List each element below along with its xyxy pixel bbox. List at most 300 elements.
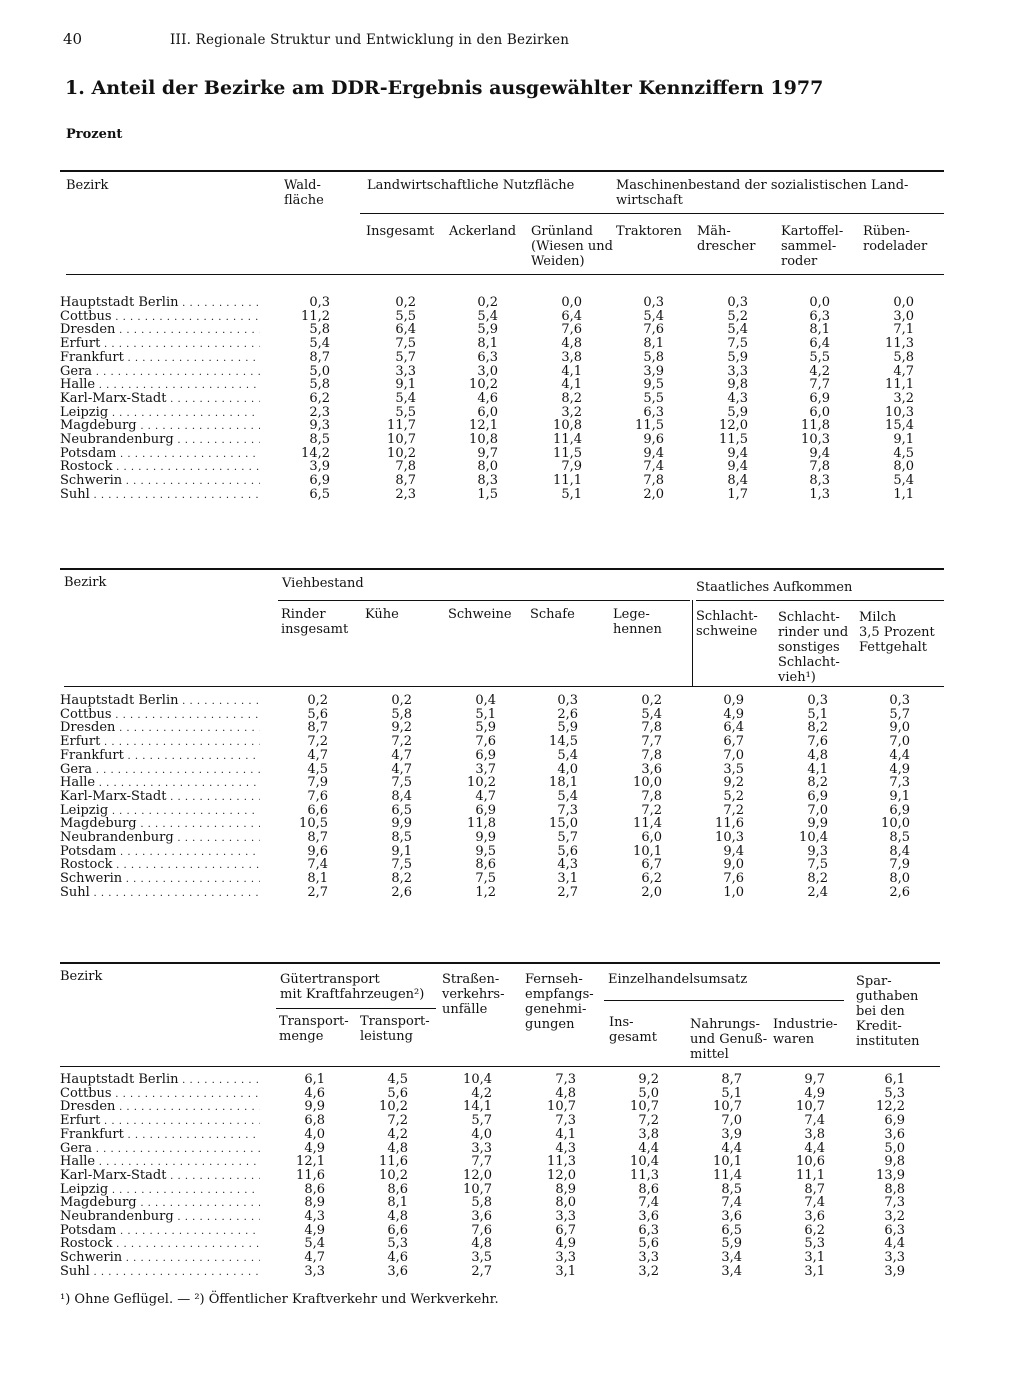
- value-cell: 8,1: [809, 322, 830, 338]
- value-cell: 10,2: [467, 775, 496, 791]
- value-cell: 8,9: [555, 1181, 576, 1197]
- bezirk-name: Magdeburg . . .: [60, 817, 260, 832]
- value-cell: 8,0: [889, 871, 910, 887]
- value-cell: 2,0: [643, 486, 664, 502]
- header-transportleistung: Transport- leistung: [360, 1014, 430, 1044]
- value-cell: 0,2: [307, 693, 328, 708]
- bezirk-name: Gera . . .: [60, 763, 260, 778]
- value-cell: 8,5: [721, 1181, 742, 1197]
- value-cell: 14,1: [463, 1099, 492, 1115]
- table-row: [60, 296, 940, 310]
- value-cell: 5,1: [475, 706, 496, 722]
- value-cell: 3,9: [721, 1126, 742, 1142]
- value-cell: 10,3: [715, 830, 744, 845]
- value-cell: 6,4: [395, 322, 416, 338]
- table-row: [60, 735, 940, 749]
- value-cell: 4,8: [387, 1209, 408, 1224]
- stub-header: Bezirk: [64, 575, 107, 590]
- header-waldflaeche: Wald- fläche: [284, 178, 324, 208]
- value-cell: 7,5: [807, 857, 828, 873]
- value-cell: 2,6: [557, 706, 578, 722]
- value-cell: 10,7: [547, 1099, 576, 1115]
- header-bottom-rule: [60, 1066, 940, 1067]
- value-cell: 18,1: [549, 775, 578, 791]
- value-cell: 8,6: [387, 1181, 408, 1197]
- value-cell: 3,4: [721, 1250, 742, 1266]
- value-cell: 0,3: [309, 295, 330, 310]
- header-sparguthaben: Spar- guthaben bei den Kredit- instituten: [856, 974, 920, 1049]
- value-cell: 4,2: [471, 1085, 492, 1101]
- value-cell: 4,3: [555, 1140, 576, 1156]
- value-cell: 7,9: [307, 775, 328, 791]
- value-cell: 8,7: [721, 1072, 742, 1087]
- value-cell: 10,5: [299, 816, 328, 832]
- table-row: [60, 886, 940, 900]
- value-cell: 3,4: [721, 1263, 742, 1279]
- value-cell: 7,7: [641, 734, 662, 750]
- value-cell: 7,7: [471, 1154, 492, 1170]
- value-cell: 5,9: [557, 720, 578, 736]
- value-cell: 6,1: [884, 1072, 905, 1087]
- table-row: [60, 790, 940, 804]
- value-cell: 6,9: [475, 747, 496, 763]
- value-cell: 5,4: [395, 390, 416, 406]
- value-cell: 5,8: [391, 706, 412, 722]
- header-schweine: Schweine: [448, 607, 512, 622]
- value-cell: 9,4: [643, 445, 664, 461]
- table-row: [60, 1100, 940, 1114]
- value-cell: 6,7: [641, 857, 662, 873]
- value-cell: 11,4: [553, 432, 582, 447]
- bezirk-name: Karl-Marx-Stadt . . .: [60, 1169, 260, 1184]
- value-cell: 4,6: [477, 390, 498, 406]
- value-cell: 10,3: [885, 404, 914, 420]
- value-cell: 8,2: [391, 871, 412, 887]
- value-cell: 10,7: [713, 1099, 742, 1115]
- value-cell: 9,1: [395, 377, 416, 393]
- value-cell: 4,4: [721, 1140, 742, 1156]
- value-cell: 10,4: [799, 830, 828, 845]
- value-cell: 0,3: [889, 693, 910, 708]
- value-cell: 7,2: [641, 802, 662, 818]
- value-cell: 8,0: [477, 459, 498, 475]
- header-bottom-rule: [66, 274, 944, 275]
- value-cell: 1,0: [723, 884, 744, 900]
- value-cell: 7,8: [641, 747, 662, 763]
- value-cell: 5,9: [727, 349, 748, 365]
- value-cell: 0,3: [727, 295, 748, 310]
- value-cell: 9,9: [304, 1099, 325, 1115]
- header-schafe: Schafe: [530, 607, 575, 622]
- stub-header: Bezirk: [60, 969, 103, 984]
- header-fernsehempfang: Fernseh- empfangs- genehmi- gungen: [525, 972, 594, 1032]
- value-cell: 5,6: [307, 706, 328, 722]
- header-milch: Milch 3,5 Prozent Fettgehalt: [859, 610, 935, 655]
- value-cell: 8,6: [304, 1181, 325, 1197]
- value-cell: 11,6: [379, 1154, 408, 1170]
- value-cell: 3,8: [561, 349, 582, 365]
- value-cell: 5,4: [557, 747, 578, 763]
- value-cell: 7,6: [807, 734, 828, 750]
- table-row: [60, 474, 940, 488]
- bezirk-name: Schwerin . . .: [60, 1251, 260, 1266]
- value-cell: 0,0: [809, 295, 830, 310]
- value-cell: 7,4: [638, 1195, 659, 1211]
- value-cell: 9,2: [391, 720, 412, 736]
- table-row: [60, 460, 940, 474]
- value-cell: 9,9: [807, 816, 828, 832]
- value-cell: 7,5: [727, 336, 748, 352]
- bezirk-name: Karl-Marx-Stadt . . .: [60, 790, 260, 805]
- bezirk-name: Frankfurt . . .: [60, 749, 260, 764]
- value-cell: 5,6: [557, 843, 578, 859]
- value-cell: 9,4: [809, 445, 830, 461]
- value-cell: 10,7: [463, 1181, 492, 1197]
- value-cell: 2,3: [395, 486, 416, 502]
- value-cell: 3,5: [471, 1250, 492, 1266]
- value-cell: 11,8: [467, 816, 496, 832]
- bezirk-name: Erfurt . . .: [60, 337, 260, 352]
- value-cell: 10,1: [713, 1154, 742, 1170]
- table-row: [60, 337, 940, 351]
- table-row: [60, 1142, 940, 1156]
- bezirk-name: Frankfurt . . .: [60, 351, 260, 366]
- table-row: [60, 447, 940, 461]
- value-cell: 7,3: [557, 802, 578, 818]
- bezirk-name: Suhl . . .: [60, 1265, 260, 1280]
- table-row: [60, 708, 940, 722]
- value-cell: 10,8: [469, 432, 498, 447]
- value-cell: 9,6: [307, 843, 328, 859]
- value-cell: 8,2: [561, 390, 582, 406]
- value-cell: 8,3: [477, 473, 498, 489]
- value-cell: 4,4: [638, 1140, 659, 1156]
- value-cell: 11,2: [301, 308, 330, 324]
- value-cell: 7,4: [804, 1113, 825, 1129]
- table-1: [60, 170, 940, 510]
- value-cell: 11,4: [633, 816, 662, 832]
- value-cell: 1,2: [475, 884, 496, 900]
- group-rule: [278, 600, 690, 601]
- value-cell: 5,2: [727, 308, 748, 324]
- bezirk-name: Suhl . . .: [60, 488, 260, 503]
- table-row: [60, 1237, 940, 1251]
- value-cell: 4,9: [723, 706, 744, 722]
- value-cell: 3,1: [804, 1263, 825, 1279]
- table-row: [60, 858, 940, 872]
- header-maehdrescher: Mäh- drescher: [697, 224, 756, 254]
- table-row: [60, 1128, 940, 1142]
- value-cell: 4,8: [555, 1085, 576, 1101]
- value-cell: 11,5: [719, 432, 748, 447]
- value-cell: 2,0: [641, 884, 662, 900]
- value-cell: 5,8: [309, 377, 330, 393]
- value-cell: 5,1: [561, 486, 582, 502]
- value-cell: 3,6: [638, 1209, 659, 1224]
- value-cell: 8,1: [477, 336, 498, 352]
- value-cell: 0,2: [395, 295, 416, 310]
- value-cell: 7,3: [889, 775, 910, 791]
- value-cell: 9,3: [309, 418, 330, 434]
- value-cell: 9,9: [475, 830, 496, 845]
- table-row: [60, 392, 940, 406]
- value-cell: 6,3: [643, 404, 664, 420]
- value-cell: 5,5: [643, 390, 664, 406]
- value-cell: 5,4: [641, 706, 662, 722]
- value-cell: 0,2: [641, 693, 662, 708]
- value-cell: 7,3: [555, 1113, 576, 1129]
- header-gruenland: Grünland (Wiesen und Weiden): [531, 224, 613, 269]
- value-cell: 3,3: [395, 363, 416, 379]
- header-kuehe: Kühe: [365, 607, 399, 622]
- bezirk-name: Potsdam . . .: [60, 1224, 260, 1239]
- value-cell: 9,5: [475, 843, 496, 859]
- value-cell: 8,9: [304, 1195, 325, 1211]
- value-cell: 10,7: [387, 432, 416, 447]
- value-cell: 4,0: [557, 761, 578, 777]
- table-row: [60, 365, 940, 379]
- bezirk-name: Halle . . .: [60, 776, 260, 791]
- value-cell: 4,9: [889, 761, 910, 777]
- group-divider: [692, 600, 693, 686]
- value-cell: 1,5: [477, 486, 498, 502]
- header-traktoren: Traktoren: [616, 224, 682, 239]
- value-cell: 9,0: [889, 720, 910, 736]
- header-maschinenbestand: Maschinenbestand der sozialistischen Land- wirtschaft: [616, 178, 909, 208]
- value-cell: 6,6: [307, 802, 328, 818]
- value-cell: 7,4: [804, 1195, 825, 1211]
- table-row: [60, 351, 940, 365]
- value-cell: 4,4: [889, 747, 910, 763]
- value-cell: 3,6: [641, 761, 662, 777]
- bezirk-name: Halle . . .: [60, 378, 260, 393]
- table-top-rule: [60, 568, 944, 570]
- value-cell: 3,2: [638, 1263, 659, 1279]
- table-row: [60, 406, 940, 420]
- value-cell: 8,0: [555, 1195, 576, 1211]
- value-cell: 9,4: [727, 459, 748, 475]
- value-cell: 10,0: [633, 775, 662, 791]
- value-cell: 13,9: [876, 1167, 905, 1183]
- bezirk-name: Neubrandenburg . . .: [60, 1210, 260, 1225]
- value-cell: 8,3: [809, 473, 830, 489]
- value-cell: 0,0: [893, 295, 914, 310]
- value-cell: 5,3: [884, 1085, 905, 1101]
- table-row: [60, 749, 940, 763]
- value-cell: 5,7: [395, 349, 416, 365]
- value-cell: 5,7: [557, 830, 578, 845]
- value-cell: 6,4: [561, 308, 582, 324]
- value-cell: 6,4: [723, 720, 744, 736]
- table-row: [60, 419, 940, 433]
- value-cell: 7,3: [555, 1072, 576, 1087]
- header-transportmenge: Transport- menge: [279, 1014, 349, 1044]
- bezirk-name: Neubrandenburg . . .: [60, 831, 260, 846]
- value-cell: 3,8: [638, 1126, 659, 1142]
- value-cell: 3,6: [471, 1209, 492, 1224]
- value-cell: 2,6: [889, 884, 910, 900]
- value-cell: 14,5: [549, 734, 578, 750]
- value-cell: 4,1: [561, 363, 582, 379]
- bezirk-name: Leipzig . . .: [60, 804, 260, 819]
- value-cell: 10,2: [379, 1167, 408, 1183]
- table-row: [60, 1155, 940, 1169]
- value-cell: 5,1: [807, 706, 828, 722]
- value-cell: 6,7: [555, 1222, 576, 1238]
- bezirk-name: Erfurt . . .: [60, 735, 260, 750]
- value-cell: 5,8: [309, 322, 330, 338]
- value-cell: 7,2: [638, 1113, 659, 1129]
- value-cell: 4,5: [387, 1072, 408, 1087]
- bezirk-name: Neubrandenburg . . .: [60, 433, 260, 448]
- value-cell: 8,8: [884, 1181, 905, 1197]
- value-cell: 4,9: [804, 1085, 825, 1101]
- value-cell: 6,2: [309, 390, 330, 406]
- value-cell: 0,3: [557, 693, 578, 708]
- header-ackerland: Ackerland: [449, 224, 517, 239]
- bezirk-name: Magdeburg . . .: [60, 419, 260, 434]
- value-cell: 6,9: [809, 390, 830, 406]
- value-cell: 0,3: [643, 295, 664, 310]
- value-cell: 7,6: [643, 322, 664, 338]
- header-schlachtschweine: Schlacht- schweine: [696, 609, 758, 639]
- value-cell: 10,2: [379, 1099, 408, 1115]
- bezirk-name: Cottbus . . .: [60, 310, 260, 325]
- header-einzelhandelsumsatz: Einzelhandelsumsatz: [608, 972, 748, 987]
- table-row: [60, 1114, 940, 1128]
- bezirk-name: Rostock . . .: [60, 460, 260, 475]
- header-nutzflaeche: Landwirtschaftliche Nutzfläche: [367, 178, 575, 193]
- value-cell: 7,6: [475, 734, 496, 750]
- bezirk-name: Rostock . . .: [60, 1237, 260, 1252]
- value-cell: 8,4: [391, 788, 412, 804]
- value-cell: 8,1: [643, 336, 664, 352]
- value-cell: 0,4: [475, 693, 496, 708]
- value-cell: 6,2: [804, 1222, 825, 1238]
- value-cell: 3,0: [477, 363, 498, 379]
- value-cell: 7,6: [307, 788, 328, 804]
- header-strassenverkehrsunfaelle: Straßen- verkehrs- unfälle: [442, 972, 505, 1017]
- value-cell: 12,0: [719, 418, 748, 434]
- value-cell: 3,1: [804, 1250, 825, 1266]
- bezirk-name: Hauptstadt Berlin . . .: [60, 694, 260, 709]
- value-cell: 8,0: [893, 459, 914, 475]
- value-cell: 1,7: [727, 486, 748, 502]
- value-cell: 5,8: [893, 349, 914, 365]
- value-cell: 5,0: [309, 363, 330, 379]
- header-bottom-rule: [64, 686, 944, 687]
- value-cell: 4,0: [304, 1126, 325, 1142]
- table-row: [60, 1251, 940, 1265]
- value-cell: 5,5: [395, 404, 416, 420]
- value-cell: 6,9: [309, 473, 330, 489]
- value-cell: 7,3: [884, 1195, 905, 1211]
- value-cell: 7,5: [395, 336, 416, 352]
- value-cell: 4,3: [304, 1209, 325, 1224]
- header-industriewaren: Industrie- waren: [773, 1017, 838, 1047]
- value-cell: 10,0: [881, 816, 910, 832]
- value-cell: 3,2: [884, 1209, 905, 1224]
- value-cell: 11,3: [547, 1154, 576, 1170]
- value-cell: 7,8: [395, 459, 416, 475]
- value-cell: 8,4: [727, 473, 748, 489]
- value-cell: 5,5: [809, 349, 830, 365]
- value-cell: 6,9: [889, 802, 910, 818]
- value-cell: 7,8: [641, 720, 662, 736]
- bezirk-name: Gera . . .: [60, 365, 260, 380]
- bezirk-name: Karl-Marx-Stadt . . .: [60, 392, 260, 407]
- table-row: [60, 763, 940, 777]
- stub-header: Bezirk: [66, 178, 109, 193]
- header-schlachtrinder: Schlacht- rinder und sonstiges Schlacht- vieh¹): [778, 610, 849, 685]
- value-cell: 11,7: [387, 418, 416, 434]
- bezirk-name: Dresden . . .: [60, 721, 260, 736]
- table-2: [60, 568, 940, 908]
- value-cell: 3,0: [893, 308, 914, 324]
- value-cell: 3,6: [721, 1209, 742, 1224]
- table-row: [60, 845, 940, 859]
- value-cell: 6,1: [304, 1072, 325, 1087]
- value-cell: 4,8: [387, 1140, 408, 1156]
- value-cell: 5,4: [727, 322, 748, 338]
- value-cell: 7,6: [561, 322, 582, 338]
- value-cell: 7,5: [391, 775, 412, 791]
- value-cell: 4,8: [561, 336, 582, 352]
- value-cell: 7,2: [391, 734, 412, 750]
- table-row: [60, 488, 940, 502]
- value-cell: 8,5: [889, 830, 910, 845]
- header-viehbestand: Viehbestand: [282, 576, 364, 591]
- value-cell: 10,3: [801, 432, 830, 447]
- value-cell: 9,8: [884, 1154, 905, 1170]
- header-rinder: Rinder insgesamt: [281, 607, 349, 637]
- bezirk-name: Magdeburg . . .: [60, 1196, 260, 1211]
- value-cell: 9,9: [391, 816, 412, 832]
- value-cell: 12,2: [876, 1099, 905, 1115]
- value-cell: 3,2: [561, 404, 582, 420]
- value-cell: 9,7: [477, 445, 498, 461]
- value-cell: 4,3: [557, 857, 578, 873]
- value-cell: 8,7: [307, 720, 328, 736]
- value-cell: 6,0: [641, 830, 662, 845]
- value-cell: 4,9: [304, 1222, 325, 1238]
- table-top-rule: [60, 170, 944, 172]
- table-row: [60, 1087, 940, 1101]
- value-cell: 4,1: [555, 1126, 576, 1142]
- header-guetertransport: Gütertransport mit Kraftfahrzeugen²): [280, 972, 425, 1002]
- value-cell: 11,5: [553, 445, 582, 461]
- value-cell: 4,7: [304, 1250, 325, 1266]
- value-cell: 15,0: [549, 816, 578, 832]
- value-cell: 5,9: [721, 1236, 742, 1252]
- value-cell: 6,9: [475, 802, 496, 818]
- value-cell: 12,1: [296, 1154, 325, 1170]
- value-cell: 3,2: [893, 390, 914, 406]
- value-cell: 4,5: [307, 761, 328, 777]
- table-row: [60, 721, 940, 735]
- value-cell: 7,7: [809, 377, 830, 393]
- value-cell: 3,6: [387, 1263, 408, 1279]
- value-cell: 6,5: [391, 802, 412, 818]
- value-cell: 6,3: [884, 1222, 905, 1238]
- header-staatliches-aufkommen: Staatliches Aufkommen: [696, 580, 853, 595]
- bezirk-name: Cottbus . . .: [60, 1087, 260, 1102]
- value-cell: 6,9: [807, 788, 828, 804]
- value-cell: 10,8: [553, 418, 582, 434]
- value-cell: 9,1: [889, 788, 910, 804]
- value-cell: 6,6: [387, 1222, 408, 1238]
- value-cell: 15,4: [885, 418, 914, 434]
